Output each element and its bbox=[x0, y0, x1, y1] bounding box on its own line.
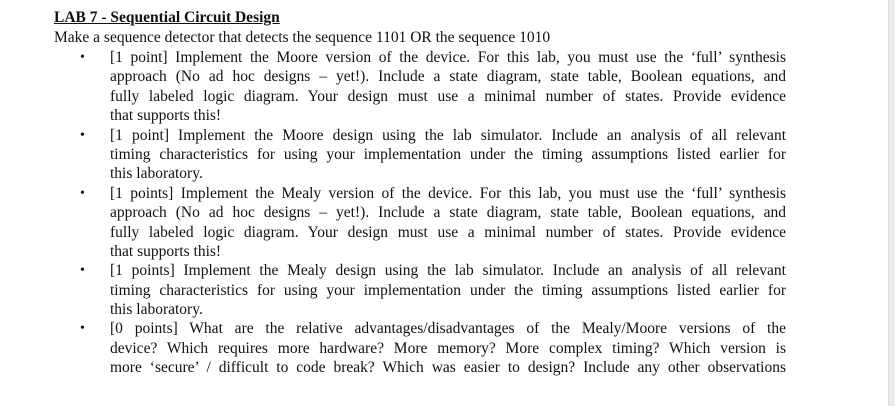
item-line: approach (No ad hoc designs – yet!). Include a state diagram, state table, Boolean equations, and bbox=[110, 204, 786, 222]
item-line: that supports this! bbox=[110, 242, 222, 260]
item-line: [1 points] Implement the Mealy design using the lab simulator. Include an analysis of all relevant bbox=[110, 262, 786, 280]
bullet-icon: • bbox=[80, 127, 85, 143]
bullet-icon: • bbox=[80, 185, 85, 201]
bullet-icon: • bbox=[80, 263, 85, 279]
item-line: this laboratory. bbox=[110, 165, 203, 183]
item-line: more ‘secure’ / difficult to code break? Which was easier to design? Include any other observations bbox=[110, 359, 786, 377]
item-line: [1 point] Implement the Moore version of the device. For this lab, you must use the ‘full’ synthesis bbox=[110, 49, 786, 66]
list-item bbox=[0, 261, 895, 319]
item-line: [1 point] Implement the Moore design using the lab simulator. Include an analysis of all relevant bbox=[110, 126, 786, 144]
item-line: device? Which requires more hardware? More memory? More complex timing? Which version is bbox=[110, 339, 786, 357]
page-edge bbox=[888, 0, 895, 406]
item-line: fully labeled logic diagram. Your design must use a minimal number of states. Provide evidence bbox=[110, 223, 786, 241]
list-item bbox=[0, 126, 895, 184]
item-line: this laboratory. bbox=[110, 301, 203, 319]
item-line: approach (No ad hoc designs – yet!). Include a state diagram, state table, Boolean equations, and bbox=[110, 68, 786, 86]
item-line: timing characteristics for using your implementation under the timing assumptions listed earlier for bbox=[110, 145, 786, 163]
list-item bbox=[0, 184, 895, 262]
bullet-icon: • bbox=[80, 50, 85, 65]
lab-intro: Make a sequence detector that detects the sequence 1101 OR the sequence 1010 bbox=[54, 29, 551, 46]
list-item bbox=[0, 48, 895, 126]
lab-title: LAB 7 - Sequential Circuit Design bbox=[54, 9, 280, 26]
bullet-icon: • bbox=[80, 321, 85, 337]
item-line: fully labeled logic diagram. Your design must use a minimal number of states. Provide evidence bbox=[110, 87, 786, 105]
requirements-list bbox=[0, 48, 895, 378]
list-item bbox=[0, 319, 895, 377]
item-line: that supports this! bbox=[110, 107, 222, 125]
item-line: [0 points] What are the relative advantages/disadvantages of the Mealy/Moore versions of the bbox=[110, 320, 786, 338]
item-line: timing characteristics for using your implementation under the timing assumptions listed earlier for bbox=[110, 281, 786, 299]
item-line: [1 points] Implement the Mealy version of the device. For this lab, you must use the ‘full’ synthesis bbox=[110, 184, 786, 202]
